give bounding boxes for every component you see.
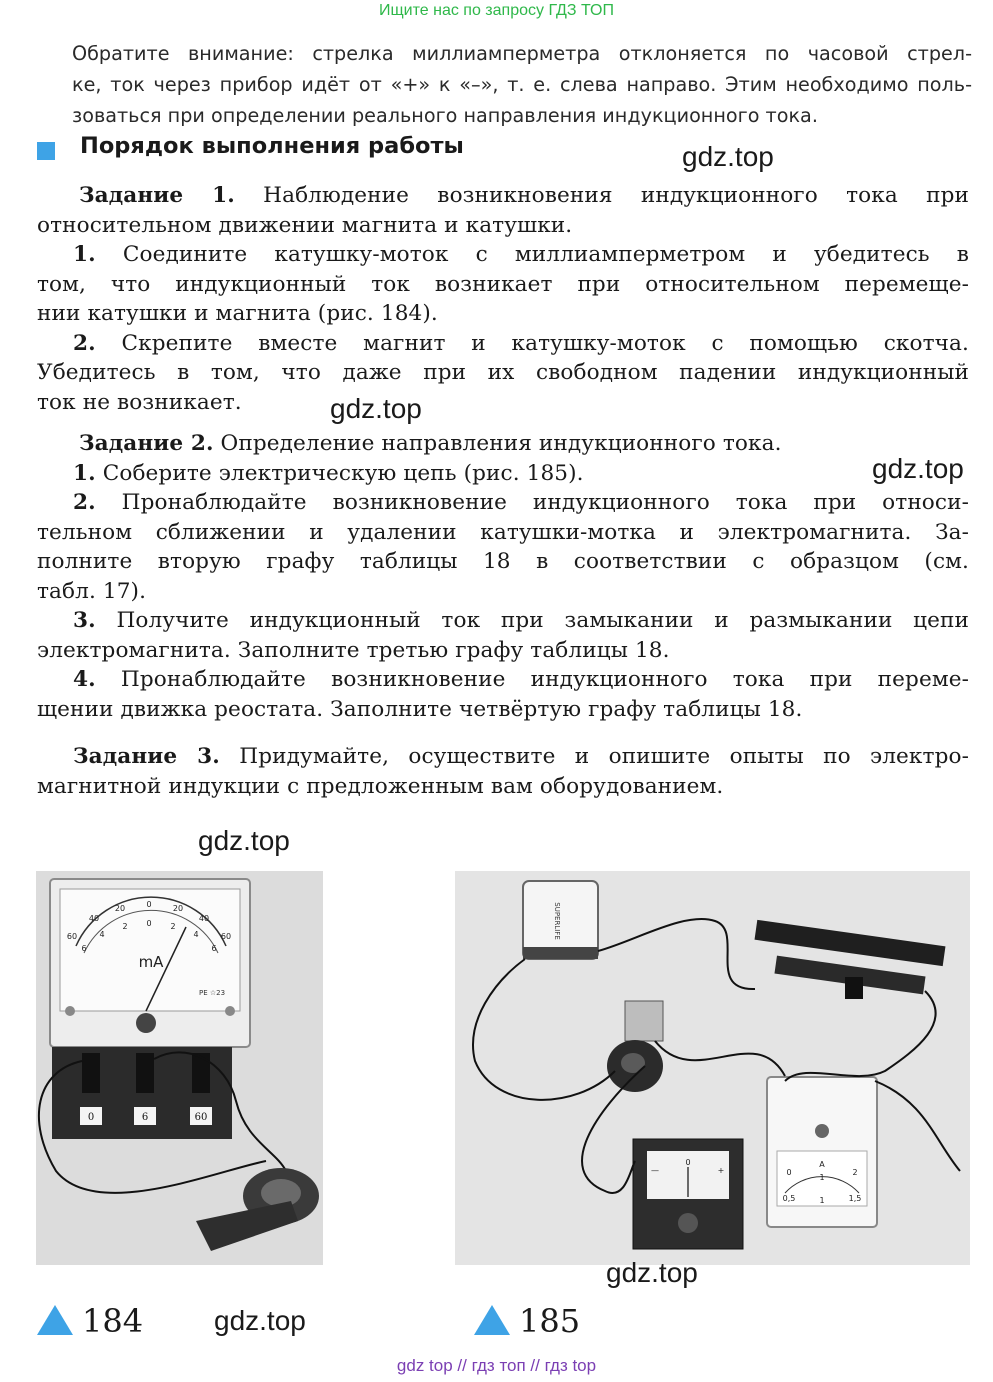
section-marker-icon [37,142,55,160]
scale-bottom-label: 2 [170,922,176,931]
figure-185-circuit-photo [455,871,970,1265]
task-1-title-line: Задание 1. Наблюдение возникновения индукционного тока при [79,183,969,208]
terminal-label: 60 [194,1112,208,1123]
meter-unit-label: mA [138,953,164,971]
task-1-label: Задание 1. [79,183,235,208]
galvanometer-scale-label: — [651,1166,659,1175]
task-1-step-2-line: ток не возникает. [37,389,242,415]
terminal-label: 6 [141,1112,149,1123]
scale-top-label: 20 [114,904,126,913]
ammeter-bottom-label: 0,5 [782,1194,796,1203]
figure-185-caption: 185 [519,1302,581,1340]
figure-marker-icon [474,1305,510,1335]
task-3 [37,742,969,801]
figure-184-caption: 184 [82,1302,144,1340]
scale-bottom-label: 6 [81,944,87,953]
ammeter-scale-label: 2 [852,1168,858,1177]
scale-bottom-label: 4 [99,930,105,939]
task-2-step-3: 3. Получите индукционный ток при замыкании и размыкании цепи [73,608,969,633]
meter-maker-mark: РЕ ☆23 [198,989,226,997]
ammeter-scale-label: 1 [819,1173,825,1182]
task-1-step-2: 2. Скрепите вместе магнит и катушку-моток с помощью скотча. [73,330,969,356]
task-2-step-1: 1. Соберите электрическую цепь (рис. 185). [73,460,584,486]
scale-top-label: 40 [198,914,210,923]
task-2-step-4-line: щении движка реостата. Заполните четвёртую графу таблицы 18. [37,696,803,722]
task-2-step-2-line: табл. 17). [37,578,147,604]
figure-184-drawing [36,871,323,1265]
task-1-step-1: 1. Соедините катушку-моток с миллиамперметром и убедитесь в [73,242,969,267]
scale-bottom-label: 6 [211,944,217,953]
scale-top-label: 0 [146,900,152,909]
galvanometer-scale-label: 0 [685,1158,691,1167]
task-1-step-1-line: нии катушки и магнита (рис. 184). [37,301,438,326]
section-heading [37,133,637,167]
battery-label: SUPERLIFE [553,902,561,940]
figure-185-drawing [455,871,970,1265]
task-3-label: Задание 3. [73,744,220,769]
footer-links[interactable]: gdz top // гдз топ // гдз top [396,1356,597,1375]
task-1-step-2-line: Убедитесь в том, что даже при их свободном падении индукционный [37,360,969,385]
scale-bottom-label: 2 [122,922,128,931]
scale-bottom-label: 4 [193,930,199,939]
watermark: gdz.top [330,393,422,424]
ammeter-bottom-label: 1,5 [848,1194,862,1203]
galvanometer-scale-label: + [717,1166,725,1175]
watermark: gdz.top [682,141,774,172]
terminal-label: 0 [87,1112,95,1123]
ammeter-unit-label: A [819,1160,825,1169]
watermark: gdz.top [198,825,290,856]
scale-bottom-label: 0 [146,919,152,928]
figure-184-milliammeter-photo [36,871,323,1265]
task-3-line: Задание 3. Придумайте, осуществите и опишите опыты по электро- [73,744,969,769]
ammeter-bottom-label: 1 [819,1196,825,1205]
scale-top-label: 60 [66,932,78,941]
ammeter-scale-label: 0 [786,1168,792,1177]
task-2-label: Задание 2. [79,431,214,456]
task-1-step-1-line: том, что индукционный ток возникает при относительном перемеще- [37,271,969,297]
intro-line: Обратите внимание: стрелка миллиамперметра отклоняется по часовой стрел- [72,42,972,65]
intro-note [72,38,972,131]
task-1-title-line: относительном движении магнита и катушки. [37,212,573,238]
task-2-step-2: 2. Пронаблюдайте возникновение индукционного тока при относи- [73,490,969,515]
task-2-step-3-line: электромагнита. Заполните третью графу таблицы 18. [37,637,670,663]
task-3-line: магнитной индукции с предложенным вам оборудованием. [37,773,724,799]
task-2-step-2-line: полните вторую графу таблицы 18 в соответствии с образцом (см. [37,549,969,574]
scale-top-label: 20 [172,904,184,913]
figure-marker-icon [37,1305,73,1335]
watermark: gdz.top [606,1257,698,1288]
header-search-link[interactable]: Ищите нас по запросу ГДЗ ТОП [379,2,614,19]
watermark: gdz.top [214,1305,306,1336]
task-2 [37,429,969,724]
intro-line: ке, ток через прибор идёт от «+» к «–», т. е. слева направо. Этим необходимо поль- [72,73,972,96]
task-2-step-4: 4. Пронаблюдайте возникновение индукционного тока при переме- [73,667,970,692]
task-2-title-line: Задание 2. Определение направления индукционного тока. [79,431,782,456]
task-2-step-2-line: тельном сближении и удалении катушки-мотка и электромагнита. За- [37,519,969,545]
scale-top-label: 60 [220,932,232,941]
task-1 [37,181,969,417]
watermark: gdz.top [872,453,964,484]
intro-line: зоваться при определении реального направления индукционного тока. [72,104,818,127]
section-title: Порядок выполнения работы [80,133,464,159]
scale-top-label: 40 [88,914,100,923]
